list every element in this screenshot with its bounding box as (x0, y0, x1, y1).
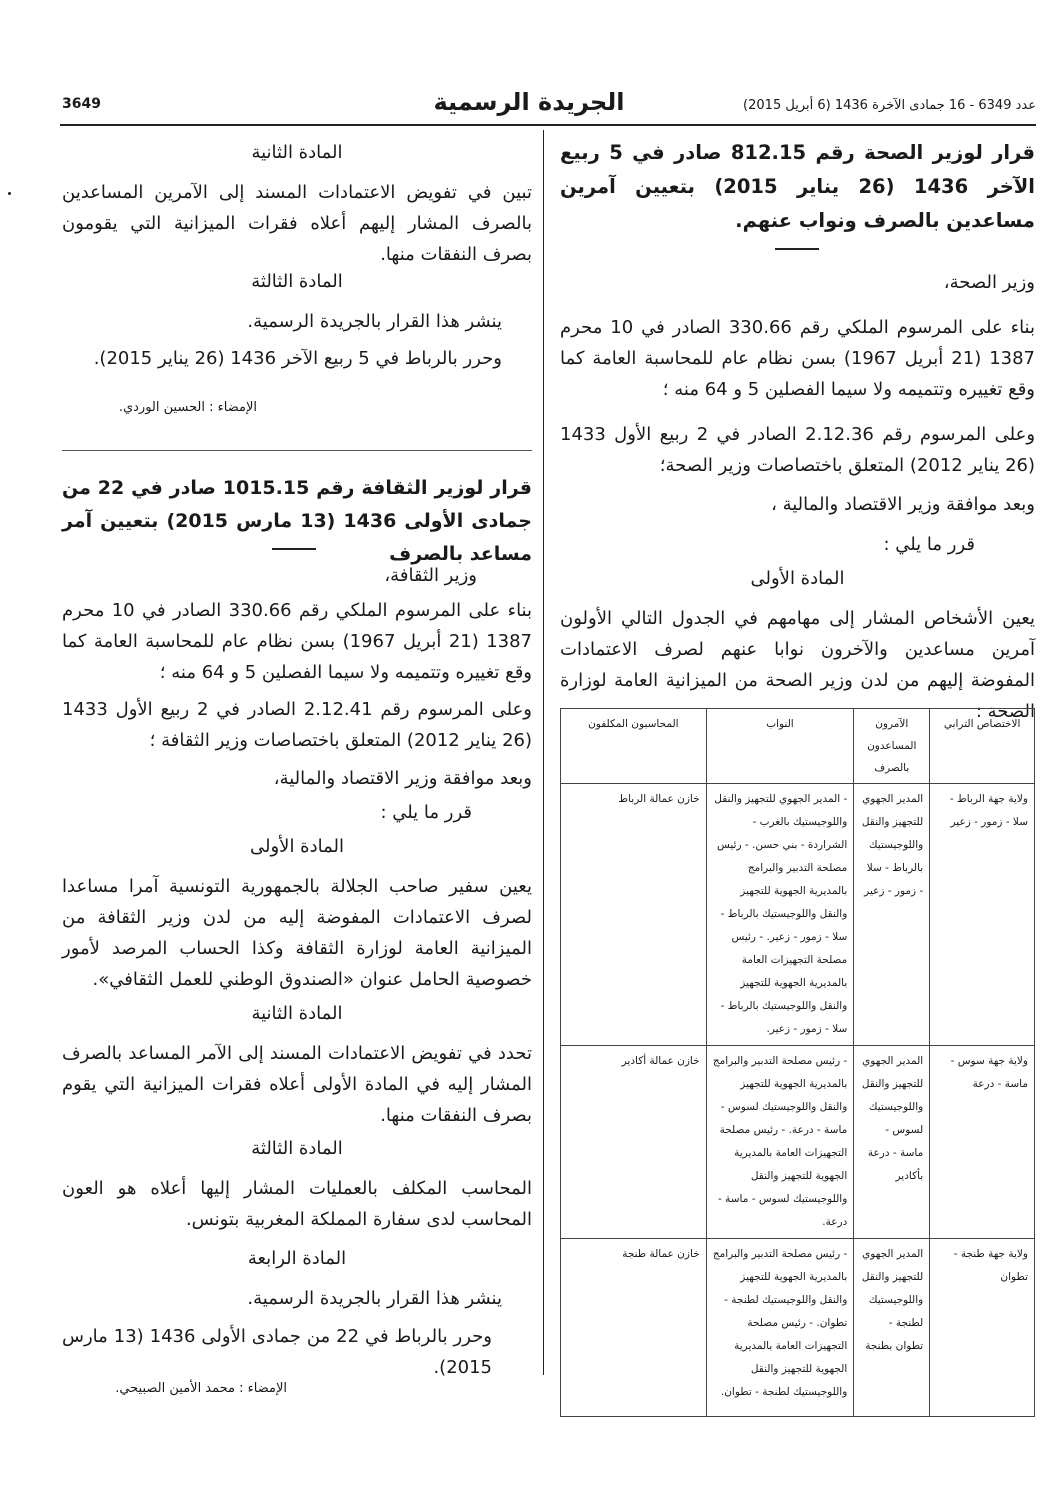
column-divider (543, 130, 544, 1375)
culture-article2-title: المادة الثانية (251, 1003, 343, 1024)
accountant-cell: خازن عمالة أكادير (561, 1046, 707, 1239)
health-done-at: وحرر بالرباط في 5 ربيع الآخر 1436 (26 يناير 2015). (93, 348, 502, 369)
margin-dot (8, 192, 11, 195)
culture-para-2: وعلى المرسوم رقم 2.12.41 الصادر في 2 ربيع الأول 1433 (26 يناير 2012) المتعلق باختصاصات وزير الثقافة ؛ (62, 699, 532, 751)
health-minister: وزير الصحة، (943, 272, 1035, 293)
health-article1-text: يعين الأشخاص المشار إلى مهامهم في الجدول التالي الأولون آمرين مساعدين والآخرون نوابا عنهم لصرف الاعتمادات المفوضة إليهم من لدن وزير الصحة من الميزانية العامة لوزارة الصحة : (560, 608, 1035, 722)
table-row (561, 1046, 1035, 1239)
health-signature: الإمضاء : الحسين الوردي. (118, 400, 257, 415)
header-rule (60, 124, 1036, 126)
assignment-table (560, 708, 1035, 1417)
gazette-title: الجريدة الرسمية (433, 88, 625, 116)
health-decree-title: قرار لوزير الصحة رقم 812.15 صادر في 5 ربيع الآخر 1436 (26 يناير 2015) بتعيين آمرين مساعدين بالصرف ونواب عنهم. (560, 141, 1036, 232)
table-header-deputies: النواب (706, 709, 854, 784)
culture-signature: الإمضاء : محمد الأمين الصبيحي. (115, 1381, 287, 1396)
culture-article2-text: تحدد في تفويض الاعتمادات المسند إلى الآمر المساعد بالصرف المشار إليه في المادة الأولى أعلاه فقرات الميزانية التي يقوم بصرف النفقات منها. (62, 1043, 532, 1126)
deputies-cell: - رئيس مصلحة التدبير والبرامج بالمديرية الجهوية للتجهيز والنقل واللوجيستيك لسوس - ماسة - درعة. - رئيس مصلحة التجهيزات العامة بالمديرية الجهوية للتجهيز والنقل واللوجيستيك لسوس - ماسة - درعة. (706, 1046, 854, 1239)
orderer-cell: المدير الجهوي للتجهيز والنقل واللوجيستيك لطنجة - تطوان بطنجة (854, 1239, 930, 1417)
health-article2-text: تبين في تفويض الاعتمادات المسند إلى الآمرين المساعدين بالصرف المشار إليهم أعلاه فقرات الميزانية التي يقومون بصرف النفقات منها. (62, 182, 532, 265)
page-number: 3649 (62, 96, 101, 112)
culture-minister: وزير الثقافة، (384, 565, 477, 586)
territory-cell: ولاية جهة طنجة - تطوان (930, 1239, 1035, 1417)
deputies-cell: - المدير الجهوي للتجهيز والنقل واللوجيستيك بالغرب - الشراردة - بني حسن. - رئيس مصلحة التدبير والبرامج بالمديرية الجهوية للتجهيز والنقل واللوجيستيك بالرباط - سلا - زمور - زعير. - رئيس مصلحة التجهيزات العامة بالمديرية الجهوية للتجهيز والنقل واللوجيستيك بالرباط - سلا - زمور - زعير. (706, 784, 854, 1046)
title-rule (272, 548, 316, 550)
health-article1-title: المادة الأولى (750, 568, 845, 589)
culture-article3-title: المادة الثالثة (251, 1138, 343, 1159)
culture-article1-text: يعين سفير صاحب الجلالة بالجمهورية التونسية آمرا مساعدا لصرف الاعتمادات المفوضة إليه من لدن وزير الثقافة من الميزانية العامة لوزارة الثقافة وكذا الحساب المرصد لأمور خصوصية الحامل عنوان «الصندوق الوطني للعمل الثقافي». (62, 876, 532, 990)
health-decides: قرر ما يلي : (883, 534, 975, 555)
territory-cell: ولاية جهة الرباط - سلا - زمور - زعير (930, 784, 1035, 1046)
accountant-cell: خازن عمالة الرباط (561, 784, 707, 1046)
table-header-orderers: الآمرون المساعدون بالصرف (854, 709, 930, 784)
deputies-cell: - رئيس مصلحة التدبير والبرامج بالمديرية الجهوية للتجهيز والنقل واللوجيستيك لطنجة - تطوان. - رئيس مصلحة التجهيزات العامة بالمديرية الجهوية للتجهيز والنقل واللوجيستيك لطنجة - تطوان. (706, 1239, 854, 1417)
culture-article4-title: المادة الرابعة (247, 1248, 347, 1269)
table-header-accountants: المحاسبون المكلفون (561, 709, 707, 784)
culture-decides: قرر ما يلي : (380, 802, 472, 823)
culture-para-1: بناء على المرسوم الملكي رقم 330.66 الصادر في 10 محرم 1387 (21 أبريل 1967) بسن نظام عام للمحاسبة العامة كما وقع تغييره وتتميمه ولا سيما الفصلين 5 و 64 منه ؛ (62, 600, 533, 683)
culture-article4-text: ينشر هذا القرار بالجريدة الرسمية. (247, 1288, 502, 1309)
health-article3-text: ينشر هذا القرار بالجريدة الرسمية. (247, 311, 502, 332)
culture-para-3: وبعد موافقة وزير الاقتصاد والمالية، (273, 768, 532, 789)
table-header-territory: الاختصاص الترابي (930, 709, 1035, 784)
table-row (561, 1239, 1035, 1417)
culture-done-at: وحرر بالرباط في 22 من جمادى الأولى 1436 (13 مارس 2015). (62, 1326, 492, 1378)
title-rule (775, 248, 819, 250)
culture-article3-text: المحاسب المكلف بالعمليات المشار إليها أعلاه هو العون المحاسب لدى سفارة المملكة المغربية بتونس. (62, 1178, 532, 1230)
orderer-cell: المدير الجهوي للتجهيز والنقل واللوجيستيك لسوس - ماسة - درعة بأكادير (854, 1046, 930, 1239)
health-article2-title: المادة الثانية (251, 142, 343, 163)
accountant-cell: خازن عمالة طنجة (561, 1239, 707, 1417)
health-para-1: بناء على المرسوم الملكي رقم 330.66 الصادر في 10 محرم 1387 (21 أبريل 1967) بسن نظام عام للمحاسبة العامة كما وقع تغييره وتتميمه ولا سيما الفصلين 5 و 64 منه ؛ (560, 317, 1035, 400)
territory-cell: ولاية جهة سوس - ماسة - درعة (930, 1046, 1035, 1239)
culture-article1-title: المادة الأولى (250, 836, 344, 857)
issue-info: عدد 6349 - 16 جمادى الآخرة 1436 (6 أبريل 2015) (743, 98, 1036, 113)
table-row (561, 784, 1035, 1046)
health-article3-title: المادة الثالثة (251, 271, 343, 292)
orderer-cell: المدير الجهوي للتجهيز والنقل واللوجيستيك بالرباط - سلا - زمور - زعير (854, 784, 930, 1046)
health-para-2: وعلى المرسوم رقم 2.12.36 الصادر في 2 ربيع الأول 1433 (26 يناير 2012) المتعلق باختصاصات وزير الصحة؛ (560, 424, 1036, 476)
health-para-3: وبعد موافقة وزير الاقتصاد والمالية ، (771, 494, 1035, 515)
section-divider (62, 450, 532, 451)
culture-decree-title: قرار لوزير الثقافة رقم 1015.15 صادر في 22 من جمادى الأولى 1436 (13 مارس 2015) بتعيين آمر مساعد بالصرف (62, 477, 532, 565)
